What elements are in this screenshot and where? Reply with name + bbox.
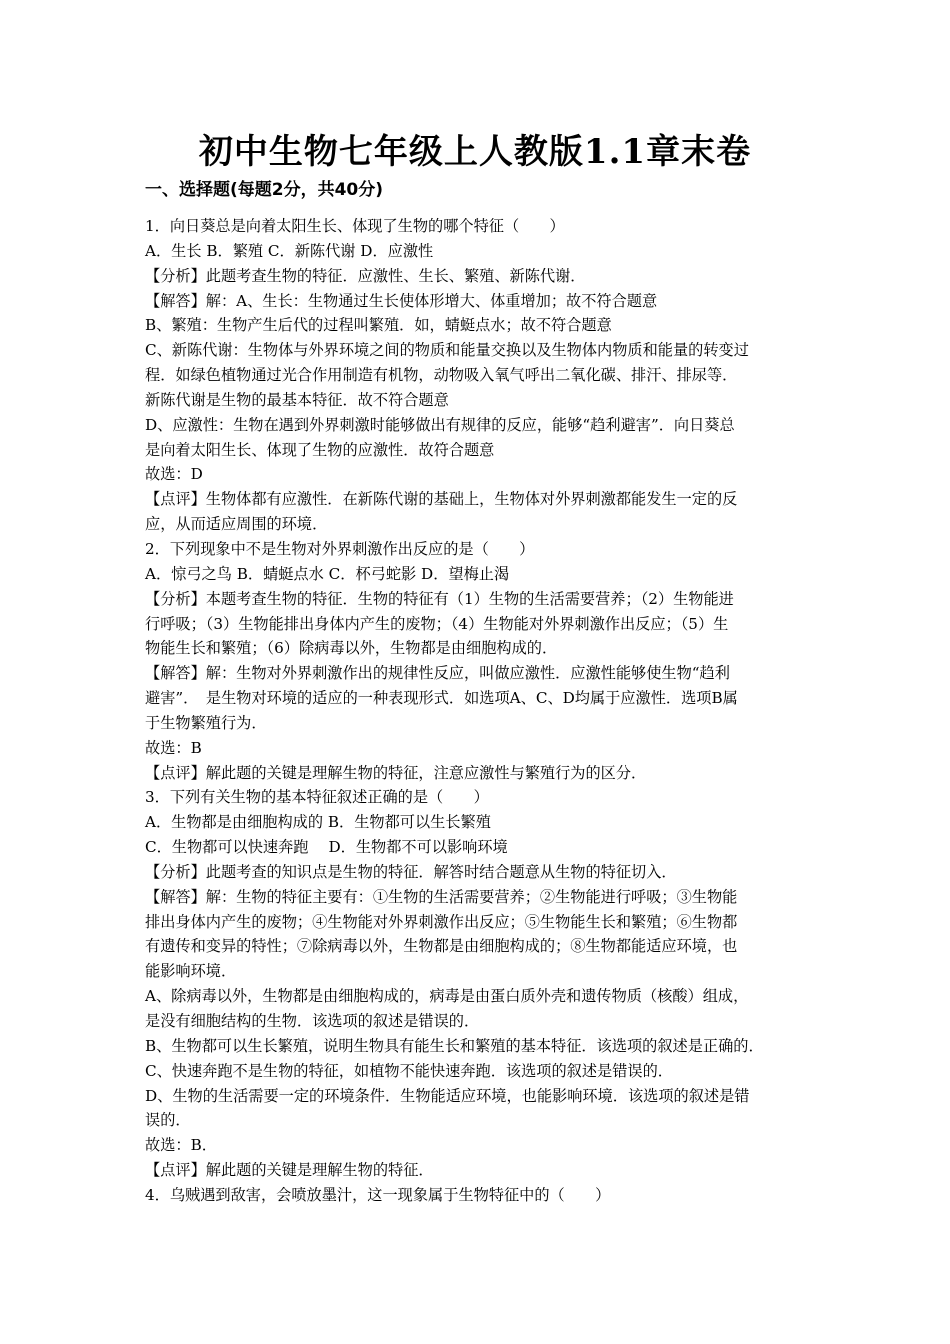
text-line: C、新陈代谢：生物体与外界环境之间的物质和能量交换以及生物体内物质和能量的转变过 <box>145 341 749 360</box>
text-line: 1．向日葵总是向着太阳生长、体现了生物的哪个特征（ ） <box>145 217 565 235</box>
text-line: 是向着太阳生长、体现了生物的应激性．故符合题意 <box>145 440 495 459</box>
text-line: 3．下列有关生物的基本特征叙述正确的是（ ） <box>145 788 489 807</box>
text-line: 故选：D <box>145 465 203 484</box>
text-line: A．生物都是由细胞构成的 B．生物都可以生长繁殖 <box>145 813 491 832</box>
text-line: 避害”． 是生物对环境的适应的一种表现形式．如选项A、C、D均属于应激性．选项B属 <box>145 689 738 708</box>
text-line: 排出身体内产生的废物；④生物能对外界刺激作出反应；⑤生物能生长和繁殖；⑥生物都 <box>145 912 738 931</box>
text-line: 是没有细胞结构的生物．该选项的叙述是错误的． <box>145 1012 480 1030</box>
text-line: 【点评】解此题的关键是理解生物的特征，注意应激性与繁殖行为的区分． <box>145 763 647 782</box>
text-line: 物能生长和繁殖；（6）除病毒以外，生物都是由细胞构成的． <box>145 639 558 658</box>
text-line: 行呼吸；（3）生物能排出身体内产生的废物；（4）生物能对外界刺激作出反应；（5）生 <box>145 614 729 633</box>
text-line: A、除病毒以外，生物都是由细胞构成的，病毒是由蛋白质外壳和遗传物质（核酸）组成， <box>145 987 749 1006</box>
text-line: B、生物都可以生长繁殖，说明生物具有能生长和繁殖的基本特征．该选项的叙述是正确的． <box>145 1036 764 1055</box>
text-line: 故选：B <box>145 738 202 757</box>
text-line: 【解答】解：生物的特征主要有：①生物的生活需要营养；②生物能进行呼吸；③生物能 <box>145 887 738 906</box>
section-heading: 一、选择题(每题2分，共40分) <box>145 180 384 200</box>
text-line: 新陈代谢是生物的最基本特征．故不符合题意 <box>145 390 449 409</box>
text-line: 能影响环境． <box>145 962 237 981</box>
text-line: 误的． <box>145 1111 191 1130</box>
text-line: 【点评】生物体都有应激性．在新陈代谢的基础上，生物体对外界刺激都能发生一定的反 <box>145 490 738 509</box>
text-line: 【解答】解：A、生长：生物通过生长使体形增大、体重增加；故不符合题意 <box>145 291 658 310</box>
text-line: 程．如绿色植物通过光合作用制造有机物，动物吸入氧气呼出二氧化碳、排汗、排尿等． <box>145 366 738 385</box>
text-line: 【点评】解此题的关键是理解生物的特征． <box>145 1161 434 1180</box>
text-line: 故选：B． <box>145 1136 217 1155</box>
text-line: 4．乌贼遇到敌害，会喷放墨汁，这一现象属于生物特征中的（ ） <box>145 1185 611 1204</box>
text-line: A．惊弓之鸟 B．蜻蜓点水 C．杯弓蛇影 D．望梅止渴 <box>145 564 510 583</box>
text-line: D、生物的生活需要一定的环境条件．生物能适应环境，也能影响环境．该选项的叙述是错 <box>145 1086 750 1105</box>
text-line: 【分析】此题考查的知识点是生物的特征．解答时结合题意从生物的特征切入． <box>145 862 677 881</box>
text-line: 【分析】此题考查生物的特征．应激性、生长、繁殖、新陈代谢． <box>145 266 586 285</box>
document-body <box>145 214 813 1208</box>
text-line: 应，从而适应周围的环境． <box>145 515 328 534</box>
text-line: 【解答】解：生物对外界刺激作出的规律性反应，叫做应激性．应激性能够使生物“趋利 <box>145 664 730 683</box>
text-line: 【分析】本题考查生物的特征．生物的特征有（1）生物的生活需要营养；（2）生物能进 <box>145 589 734 608</box>
text-line: C、快速奔跑不是生物的特征，如植物不能快速奔跑．该选项的叙述是错误的． <box>145 1061 673 1080</box>
text-line: A．生长 B．繁殖 C．新陈代谢 D．应激性 <box>145 241 434 260</box>
text-line: 于生物繁殖行为． <box>145 713 267 732</box>
text-line: B、繁殖：生物产生后代的过程叫繁殖．如，蜻蜓点水；故不符合题意 <box>145 316 612 335</box>
text-line: 2．下列现象中不是生物对外界刺激作出反应的是（ ） <box>145 539 535 558</box>
text-line: C．生物都可以快速奔跑 D．生物都不可以影响环境 <box>145 838 508 857</box>
text-line: 有遗传和变异的特性；⑦除病毒以外，生物都是由细胞构成的；⑧生物都能适应环境，也 <box>145 937 738 956</box>
text-line: D、应激性：生物在遇到外界刺激时能够做出有规律的反应，能够“趋利避害”．向日葵总 <box>145 415 735 434</box>
page-title: 初中生物七年级上人教版1.1章末卷 <box>198 132 752 172</box>
